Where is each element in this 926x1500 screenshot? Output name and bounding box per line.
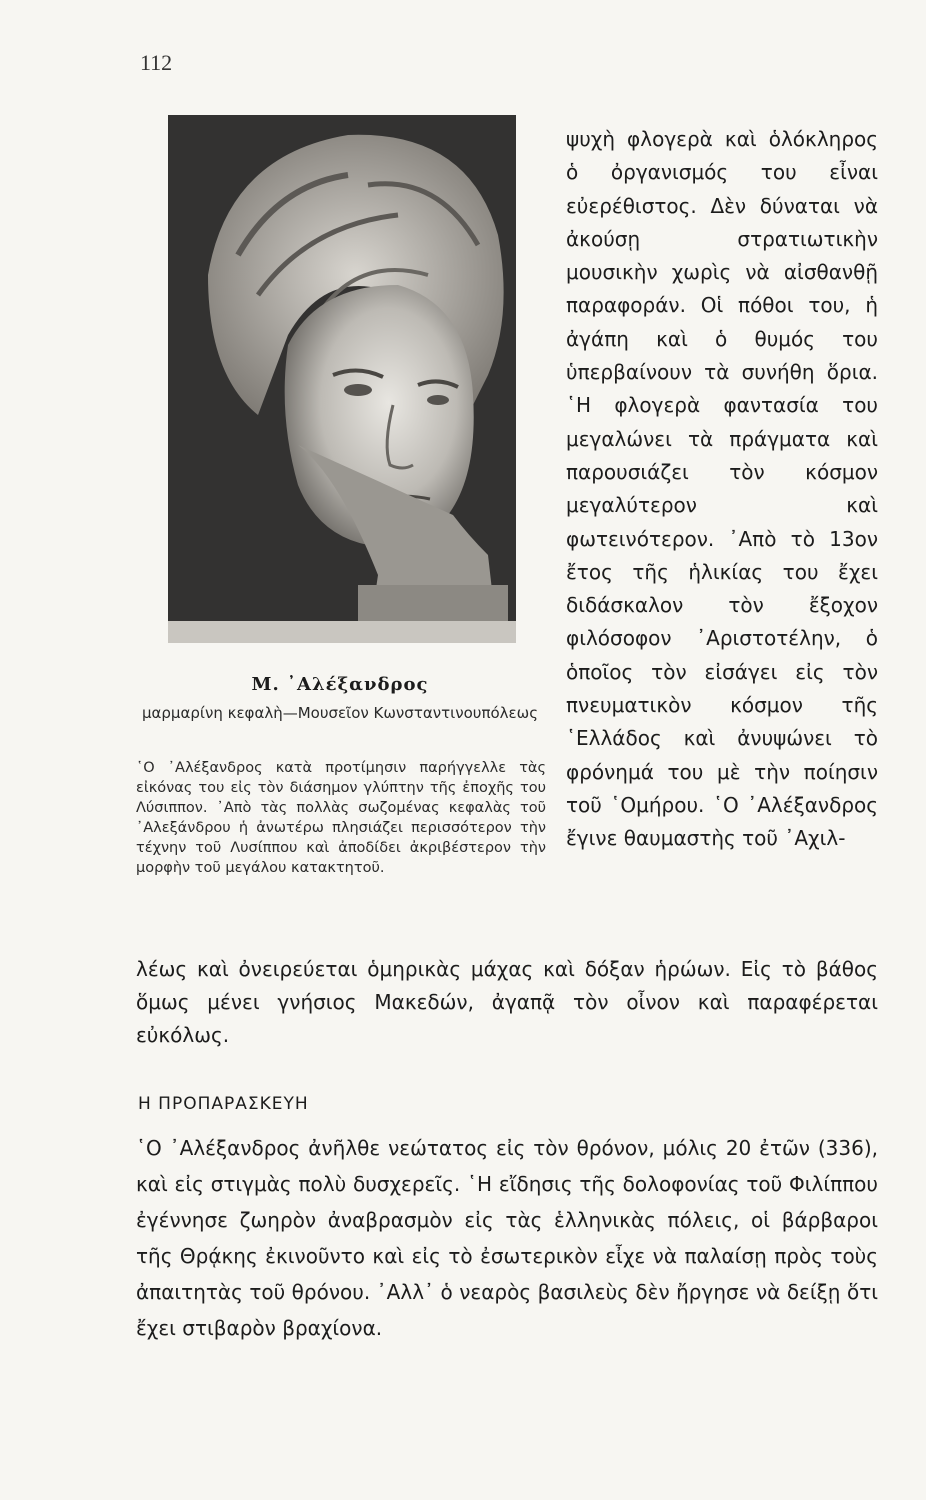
figure-caption-subtitle: μαρμαρίνη κεφαλὴ—Μουσεῖον Κωνσταντινουπόλεως — [141, 704, 539, 722]
figure-caption-title: Μ. ᾿Αλέξανδρος — [251, 674, 429, 695]
continuation-text: λέως καὶ ὀνειρεύεται ὁμηρικὰς μάχας καὶ δόξαν ἡρώων. Εἰς τὸ βάθος ὅμως μένει γνήσιος Μακεδών, ἀγαπᾷ τὸν οἶνον καὶ παραφέρεται εὐκόλως. — [136, 957, 878, 1047]
section-paragraph: ῾Ο ᾿Αλέξανδρος ἀνῆλθε νεώτατος εἰς τὸν θρόνον, μόλις 20 ἐτῶν (336), καὶ εἰς στιγμὰς πολὺ δυσχερεῖς. ῾Η εἴδησις τῆς δολοφονίας τοῦ Φιλίππου ἐγέννησε ζωηρὸν ἀναβρασμὸν εἰς τὰς ἑλληνικὰς πόλεις, οἱ βάρβαροι τῆς Θρᾴκης ἐκινοῦντο καὶ εἰς τὸ ἐσωτερικὸν εἶχε νὰ παλαίσῃ πρὸς τοὺς ἀπαιτητὰς τοῦ θρόνου. ᾿Αλλ᾿ ὁ νεαρὸς βασιλεὺς δὲν ἤργησε νὰ δείξῃ ὅτι ἔχει στιβαρὸν βραχίονα. — [136, 1136, 878, 1340]
page-number: 112 — [140, 50, 173, 75]
section-heading: Η ΠΡΟΠΑΡΑΣΚΕΥΗ — [138, 1094, 309, 1114]
figure-caption-description: ῾Ο ᾿Αλέξανδρος κατὰ προτίμησιν παρήγγελλε τὰς εἰκόνας του εἰς τὸν διάσημον γλύπτην τῆς ἐποχῆς του Λύσιππον. ᾿Απὸ τὰς πολλὰς σωζομένας κεφαλὰς τοῦ ᾿Αλεξάνδρου ἡ ἀνωτέρω πλησιάζει περισσότερον τὴν τέχνην τοῦ Λυσίππου καὶ ἀποδίδει ἀκριβέστερον τὴν μορφὴν τοῦ μεγάλου κατακτητοῦ. — [136, 760, 546, 876]
right-column-text: ψυχὴ φλογερὰ καὶ ὁλόκληρος ὁ ὀργανισμός του εἶναι εὐερέθιστος. Δὲν δύναται νὰ ἀκούσῃ στρατιωτικὴν μουσικὴν χωρὶς νὰ αἰσθανθῇ παραφοράν. Οἱ πόθοι του, ἡ ἀγάπη καὶ ὁ θυμός του ὑπερβαίνουν τὰ συνήθη ὅρια. ῾Η φλογερὰ φαντασία του μεγαλώνει τὰ πράγματα καὶ παρουσιάζει τὸν κόσμον μεγαλύτερον καὶ φωτεινότερον. ᾿Απὸ τὸ 13ον ἔτος τῆς ἡλικίας του ἔχει διδάσκαλον τὸν ἔξοχον φιλόσοφον ᾿Αριστοτέλην, ὁ ὁποῖος τὸν εἰσάγει εἰς τὸν πνευματικὸν κόσμον τῆς ῾Ελλάδος καὶ ἀνυψώνει τὸ φρόνημά του μὲ τὴν ποίησιν τοῦ ῾Ομήρου. ῾Ο ᾿Αλέξανδρος ἔγινε θαυμαστὴς τοῦ ᾿Αχιλ- — [566, 127, 878, 851]
bust-photograph — [168, 115, 516, 643]
alexander-bust-image — [168, 115, 516, 643]
